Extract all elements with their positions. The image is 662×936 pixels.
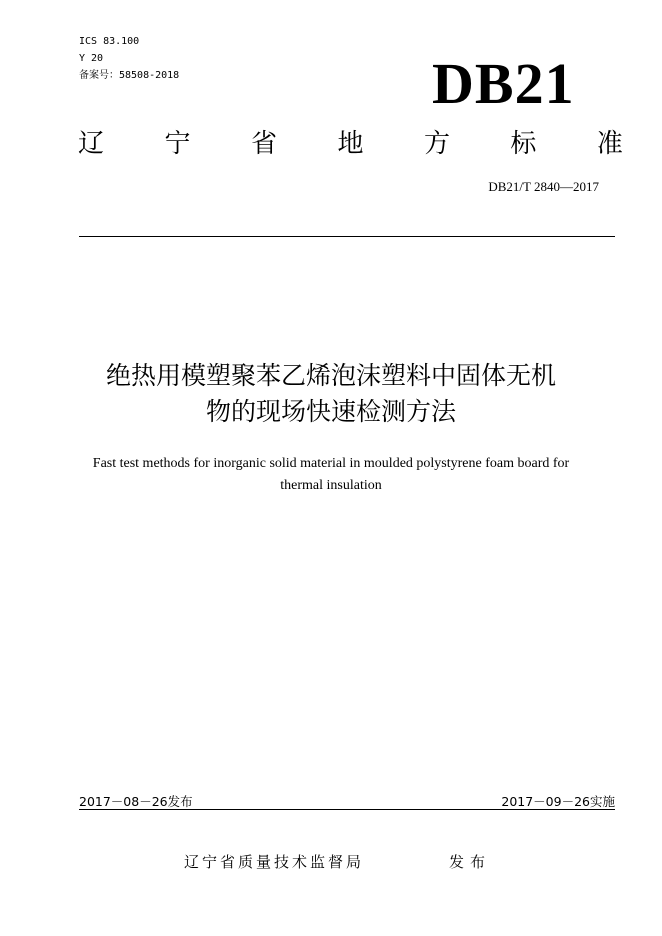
title-char: 方 — [423, 129, 450, 159]
record-number: 备案号：58508-2018 — [79, 70, 180, 81]
issuing-authority: 辽宁省质量技术监督局 — [184, 853, 365, 871]
title-char: 省 — [250, 129, 277, 159]
effective-date: 2017－09－26实施 — [501, 794, 615, 809]
title-char: 辽 — [78, 129, 105, 159]
bottom-divider — [79, 809, 615, 810]
chinese-title-line-1: 绝热用模塑聚苯乙烯泡沫塑料中固体无机 — [105, 361, 556, 390]
chinese-title-line-2: 物的现场快速检测方法 — [205, 397, 456, 426]
english-title — [40, 453, 622, 497]
title-char: 地 — [337, 129, 364, 159]
issue-date: 2017－08－26发布 — [79, 794, 193, 809]
db-logo: DB21 — [432, 51, 575, 116]
title-char: 宁 — [164, 129, 191, 159]
classification-block — [79, 33, 179, 84]
title-char: 准 — [596, 129, 623, 159]
ccs-code: Y 20 — [79, 53, 104, 64]
standard-code: DB21/T 2840—2017 — [488, 179, 599, 194]
english-title-line-1: Fast test methods for inorganic solid material in moulded polystyrene foam board for — [92, 456, 570, 471]
english-title-line-2: thermal insulation — [280, 478, 382, 493]
chinese-title — [0, 358, 662, 430]
issue-label: 发布 — [449, 853, 492, 871]
top-divider — [79, 236, 615, 237]
title-char: 标 — [510, 129, 537, 159]
standard-type-title — [78, 128, 623, 160]
ics-code: ICS 83.100 — [79, 36, 140, 47]
